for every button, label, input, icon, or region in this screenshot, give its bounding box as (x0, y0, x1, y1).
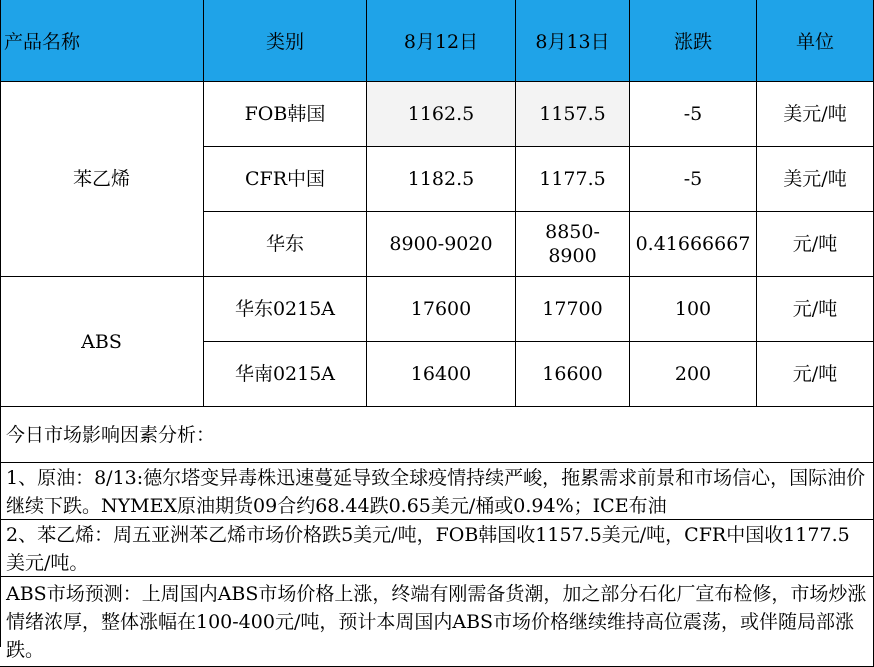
header-category: 类别 (204, 0, 367, 82)
table-cell-category: 华东 (204, 212, 367, 277)
table-cell-aug13: 17700 (516, 277, 630, 342)
table-cell-aug12: 1182.5 (367, 147, 516, 212)
header-aug12: 8月12日 (367, 0, 516, 82)
table-cell-change: -5 (630, 147, 757, 212)
table-cell-category: 华东0215A (204, 277, 367, 342)
table-cell-change: -5 (630, 82, 757, 147)
table-cell-change: 0.41666667 (630, 212, 757, 277)
table-cell-unit: 美元/吨 (757, 82, 874, 147)
left-border (0, 0, 1, 647)
table-cell-change: 200 (630, 342, 757, 407)
analysis-title: 今日市场影响因素分析： (0, 407, 874, 463)
table-cell-unit: 元/吨 (757, 212, 874, 277)
table-cell-aug12: 16400 (367, 342, 516, 407)
table-cell-unit: 美元/吨 (757, 147, 874, 212)
product-cell-styrene: 苯乙烯 (0, 82, 204, 277)
abs-market-forecast: ABS市场预测：上周国内ABS市场价格上涨，终端有刚需备货潮，加之部分石化厂宣布检修，市场炒涨情绪浓厚，整体涨幅在100-400元/吨，预计本周国内ABS市场价格继续维持高位震荡，或伴随局部涨跌。 (0, 577, 874, 667)
analysis-item-styrene: 2、苯乙烯：周五亚洲苯乙烯市场价格跌5美元/吨，FOB韩国收1157.5美元/吨，CFR中国收1177.5美元/吨。 (0, 520, 874, 577)
table-cell-aug12: 8900-9020 (367, 212, 516, 277)
header-product-name: 产品名称 (0, 0, 204, 82)
analysis-item-crude-oil: 1、原油：8/13:德尔塔变异毒株迅速蔓延导致全球疫情持续严峻，拖累需求前景和市场信心，国际油价继续下跌。NYMEX原油期货09合约68.44跌0.65美元/桶或0.94%；ICE布油 (0, 463, 874, 520)
table-cell-aug13: 16600 (516, 342, 630, 407)
table-cell-aug13: 8850- 8900 (516, 212, 630, 277)
header-change: 涨跌 (630, 0, 757, 82)
table-cell-aug12: 17600 (367, 277, 516, 342)
table-cell-unit: 元/吨 (757, 277, 874, 342)
table-cell-category: 华南0215A (204, 342, 367, 407)
table-cell-aug12: 1162.5 (367, 82, 516, 147)
header-aug13: 8月13日 (516, 0, 630, 82)
table-cell-unit: 元/吨 (757, 342, 874, 407)
product-cell-abs: ABS (0, 277, 204, 407)
header-unit: 单位 (757, 0, 874, 82)
table-cell-change: 100 (630, 277, 757, 342)
table-cell-aug13: 1177.5 (516, 147, 630, 212)
table-cell-category: FOB韩国 (204, 82, 367, 147)
table-cell-category: CFR中国 (204, 147, 367, 212)
table-cell-aug13: 1157.5 (516, 82, 630, 147)
